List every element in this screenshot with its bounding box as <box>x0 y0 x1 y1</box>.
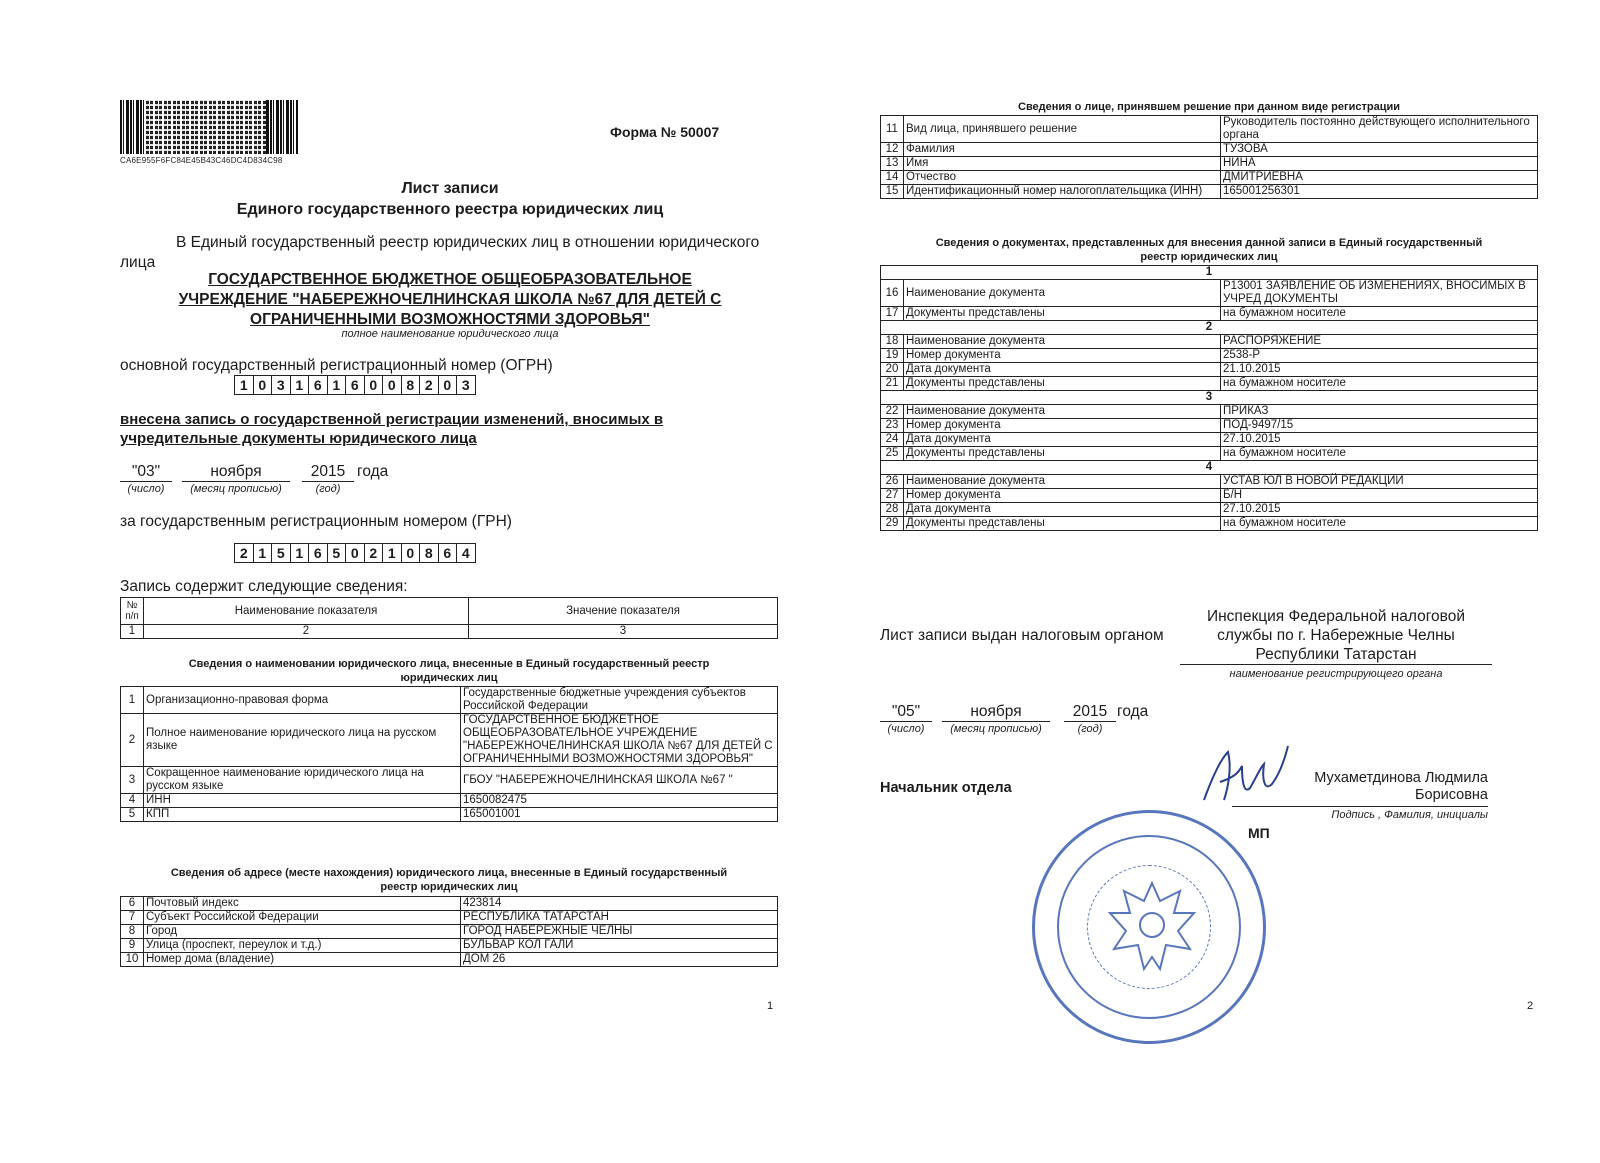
row-label: Полное наименование юридического лица на русском языке <box>144 714 461 767</box>
table-row <box>881 433 1538 447</box>
row-number: 10 <box>121 953 144 967</box>
row-number: 5 <box>121 808 144 822</box>
record-line2: учредительные документы юридического лица <box>120 430 477 447</box>
row-label: Номер документа <box>904 489 1221 503</box>
grn-digit: 1 <box>254 544 273 562</box>
issue-caption-month: (месяц прописью) <box>950 723 1042 735</box>
org-full-name <box>120 270 780 330</box>
row-value: ГБОУ "НАБЕРЕЖНОЧЕЛНИНСКАЯ ШКОЛА №67 " <box>461 767 778 794</box>
ogrn-digit: 2 <box>420 376 439 394</box>
row-value: на бумажном носителе <box>1221 447 1538 461</box>
row-label: Субъект Российской Федерации <box>144 911 461 925</box>
table-row <box>881 307 1538 321</box>
row-value: на бумажном носителе <box>1221 307 1538 321</box>
row-label: Идентификационный номер налогоплательщика (ИНН) <box>904 185 1221 199</box>
row-number: 20 <box>881 363 904 377</box>
row-label: Наименование документа <box>904 475 1221 489</box>
grn-digits <box>234 543 476 563</box>
table-row <box>881 419 1538 433</box>
caption-day: (число) <box>127 483 165 495</box>
issue-caption-year: (год) <box>1077 723 1103 735</box>
address-table <box>120 896 778 967</box>
group-row <box>881 461 1538 475</box>
authority-line2: службы по г. Набережные Челны <box>1217 627 1455 644</box>
hdr-c2: 2 <box>144 625 469 639</box>
row-label: Наименование документа <box>904 335 1221 349</box>
section-address-line1: Сведения об адресе (месте нахождения) юридического лица, внесенные в Единый государственный <box>170 867 728 879</box>
row-number: 3 <box>121 767 144 794</box>
grn-digit: 2 <box>365 544 384 562</box>
hdr-c1: 1 <box>121 625 144 639</box>
section-documents-heading <box>880 236 1538 264</box>
signer-name <box>1232 770 1488 804</box>
table-row <box>121 808 778 822</box>
row-label: Вид лица, принявшего решение <box>904 116 1221 143</box>
group-row <box>881 266 1538 280</box>
row-label: Наименование документа <box>904 405 1221 419</box>
row-value: 27.10.2015 <box>1221 433 1538 447</box>
row-label: ИНН <box>144 794 461 808</box>
table-row <box>881 280 1538 307</box>
table-row <box>121 925 778 939</box>
row-label: Документы представлены <box>904 377 1221 391</box>
grn-digit: 0 <box>346 544 365 562</box>
table-row <box>881 489 1538 503</box>
row-label: Наименование документа <box>904 280 1221 307</box>
row-label: Улица (проспект, переулок и т.д.) <box>144 939 461 953</box>
issue-year-suffix: года <box>1117 703 1149 720</box>
authority-name <box>1180 607 1492 664</box>
ogrn-digit: 0 <box>383 376 402 394</box>
ogrn-label: основной государственный регистрационный номер (ОГРН) <box>120 357 553 374</box>
row-number: 18 <box>881 335 904 349</box>
table-row <box>121 794 778 808</box>
row-number: 26 <box>881 475 904 489</box>
table-row <box>881 363 1538 377</box>
row-number: 4 <box>121 794 144 808</box>
authority-line3: Республики Татарстан <box>1255 646 1417 663</box>
row-number: 15 <box>881 185 904 199</box>
grn-digit: 2 <box>235 544 254 562</box>
section-name-line2: юридических лиц <box>400 672 498 684</box>
row-value: ПОД-9497/15 <box>1221 419 1538 433</box>
section-name-line1: Сведения о наименовании юридического лица, внесенные в Единый государственный реестр <box>188 658 710 670</box>
page-number-2: 2 <box>1527 1000 1534 1012</box>
row-number: 25 <box>881 447 904 461</box>
official-seal <box>1032 810 1266 1044</box>
row-number: 1 <box>121 687 144 714</box>
row-value: 27.10.2015 <box>1221 503 1538 517</box>
name-table <box>120 686 778 822</box>
group-label: 4 <box>881 461 1538 475</box>
grn-digit: 8 <box>420 544 439 562</box>
table-row <box>121 714 778 767</box>
row-label: Документы представлены <box>904 517 1221 531</box>
grn-digit: 4 <box>461 545 470 561</box>
hdr-name: Наименование показателя <box>144 598 469 625</box>
hdr-c3: 3 <box>469 625 778 639</box>
group-label: 2 <box>881 321 1538 335</box>
table-row <box>881 185 1538 199</box>
ogrn-digit: 8 <box>402 376 421 394</box>
grn-digit: 1 <box>383 544 402 562</box>
ogrn-digit: 3 <box>461 377 470 393</box>
org-name-line1: ГОСУДАРСТВЕННОЕ БЮДЖЕТНОЕ ОБЩЕОБРАЗОВАТЕЛЬНОЕ <box>208 271 692 288</box>
row-value: 21.10.2015 <box>1221 363 1538 377</box>
ogrn-digit: 0 <box>254 376 273 394</box>
ogrn-digit: 3 <box>272 376 291 394</box>
row-number: 11 <box>881 116 904 143</box>
barcode-code: CA6E955F6FC84E45B43C46DC4D834C98 <box>120 156 283 165</box>
grn-digit: 0 <box>402 544 421 562</box>
row-number: 14 <box>881 171 904 185</box>
row-number: 27 <box>881 489 904 503</box>
row-number: 16 <box>881 280 904 307</box>
table-row <box>881 143 1538 157</box>
issued-label: Лист записи выдан налоговым органом <box>880 627 1164 644</box>
table-row <box>881 503 1538 517</box>
table-row <box>881 157 1538 171</box>
ogrn-digit: 1 <box>291 376 310 394</box>
signer-line2: Борисовна <box>1415 787 1488 803</box>
row-value: ДМИТРИЕВНА <box>1221 171 1538 185</box>
row-number: 17 <box>881 307 904 321</box>
ogrn-digit: 0 <box>439 376 458 394</box>
grn-digit: 5 <box>328 544 347 562</box>
row-value: РАСПОРЯЖЕНИЕ <box>1221 335 1538 349</box>
row-number: 23 <box>881 419 904 433</box>
row-label: Сокращенное наименование юридического лица на русском языке <box>144 767 461 794</box>
group-label: 1 <box>881 266 1538 280</box>
signature-caption: Подпись , Фамилия, инициалы <box>1331 809 1488 821</box>
section-decision-heading: Сведения о лице, принявшем решение при данном виде регистрации <box>1018 101 1400 113</box>
table-row <box>881 335 1538 349</box>
table-row <box>121 939 778 953</box>
group-row <box>881 391 1538 405</box>
record-year-suffix: года <box>357 463 389 480</box>
position-title: Начальник отдела <box>880 780 1012 796</box>
table-row <box>881 405 1538 419</box>
ogrn-digit: 6 <box>309 376 328 394</box>
row-value: на бумажном носителе <box>1221 377 1538 391</box>
row-label: КПП <box>144 808 461 822</box>
row-value: 423814 <box>461 897 778 911</box>
grn-label: за государственным регистрационным номером (ГРН) <box>120 513 512 530</box>
signer-line1: Мухаметдинова Людмила <box>1314 770 1488 786</box>
row-label: Номер документа <box>904 419 1221 433</box>
section-name-heading <box>120 657 778 685</box>
row-value: 165001256301 <box>1221 185 1538 199</box>
doc-title-line1: Лист записи <box>401 180 499 197</box>
table-row <box>881 349 1538 363</box>
row-label: Документы представлены <box>904 307 1221 321</box>
row-label: Дата документа <box>904 363 1221 377</box>
ogrn-digit: 6 <box>346 376 365 394</box>
ogrn-digit: 0 <box>365 376 384 394</box>
table-row <box>121 897 778 911</box>
row-label: Город <box>144 925 461 939</box>
row-value: УСТАВ ЮЛ В НОВОЙ РЕДАКЦИИ <box>1221 475 1538 489</box>
row-value: Р13001 ЗАЯВЛЕНИЕ ОБ ИЗМЕНЕНИЯХ, ВНОСИМЫХ В УЧРЕД ДОКУМЕНТЫ <box>1221 280 1538 307</box>
row-value: ТУЗОВА <box>1221 143 1538 157</box>
row-number: 29 <box>881 517 904 531</box>
row-number: 24 <box>881 433 904 447</box>
row-number: 22 <box>881 405 904 419</box>
contains-label: Запись содержит следующие сведения: <box>120 578 408 595</box>
issue-day: "05" <box>891 703 921 720</box>
row-value: ГОРОД НАБЕРЕЖНЫЕ ЧЕЛНЫ <box>461 925 778 939</box>
record-day: "03" <box>131 463 161 480</box>
table-row <box>881 377 1538 391</box>
row-label: Организационно-правовая форма <box>144 687 461 714</box>
row-value: на бумажном носителе <box>1221 517 1538 531</box>
row-label: Имя <box>904 157 1221 171</box>
table-row <box>881 116 1538 143</box>
table-row <box>121 767 778 794</box>
row-number: 6 <box>121 897 144 911</box>
caption-month: (месяц прописью) <box>190 483 282 495</box>
row-value: ДОМ 26 <box>461 953 778 967</box>
row-number: 28 <box>881 503 904 517</box>
row-value: БУЛЬВАР КОЛ ГАЛИ <box>461 939 778 953</box>
issue-caption-day: (число) <box>887 723 925 735</box>
row-number: 21 <box>881 377 904 391</box>
grn-digit: 6 <box>439 544 458 562</box>
group-row <box>881 321 1538 335</box>
section-address-heading <box>120 866 778 894</box>
row-label: Фамилия <box>904 143 1221 157</box>
grn-digit: 6 <box>309 544 328 562</box>
table-row <box>121 911 778 925</box>
row-value: 2538-Р <box>1221 349 1538 363</box>
table-row <box>121 687 778 714</box>
caption-year: (год) <box>315 483 341 495</box>
table-row <box>121 953 778 967</box>
authority-caption: наименование регистрирующего органа <box>1229 668 1443 680</box>
header-table <box>120 597 778 639</box>
ogrn-digit: 1 <box>328 376 347 394</box>
row-value: Государственные бюджетные учреждения субъектов Российской Федерации <box>461 687 778 714</box>
row-number: 9 <box>121 939 144 953</box>
org-name-caption: полное наименование юридического лица <box>341 328 559 340</box>
ogrn-digits <box>234 375 476 395</box>
row-value: Руководитель постоянно действующего исполнительного органа <box>1221 116 1538 143</box>
form-number: Форма № 50007 <box>610 124 720 140</box>
page-number-1: 1 <box>767 1000 774 1012</box>
eagle-emblem-icon <box>1102 873 1202 983</box>
row-label: Документы представлены <box>904 447 1221 461</box>
org-name-line2: УЧРЕЖДЕНИЕ "НАБЕРЕЖНОЧЕЛНИНСКАЯ ШКОЛА №67 ДЛЯ ДЕТЕЙ С <box>178 291 722 308</box>
row-label: Почтовый индекс <box>144 897 461 911</box>
row-number: 7 <box>121 911 144 925</box>
ogrn-digit: 1 <box>235 376 254 394</box>
record-month: ноября <box>210 463 262 480</box>
hdr-value: Значение показателя <box>469 598 778 625</box>
org-name-line3: ОГРАНИЧЕННЫМИ ВОЗМОЖНОСТЯМИ ЗДОРОВЬЯ" <box>250 311 650 328</box>
row-value: ПРИКАЗ <box>1221 405 1538 419</box>
grn-digit: 5 <box>272 544 291 562</box>
intro-line2: лица <box>120 254 156 271</box>
row-value: ГОСУДАРСТВЕННОЕ БЮДЖЕТНОЕ ОБЩЕОБРАЗОВАТЕЛЬНОЕ УЧРЕЖДЕНИЕ "НАБЕРЕЖНОЧЕЛНИНСКАЯ ШКОЛА №67 ДЛЯ ДЕТЕЙ С ОГРАНИЧЕННЫМИ ВОЗМОЖНОСТЯМИ ЗДОРОВЬЯ" <box>461 714 778 767</box>
row-number: 19 <box>881 349 904 363</box>
hdr-no: № п/п <box>121 598 144 625</box>
row-number: 13 <box>881 157 904 171</box>
table-row <box>881 447 1538 461</box>
doc-title-line2: Единого государственного реестра юридических лиц <box>236 201 664 218</box>
intro-line1: В Единый государственный реестр юридических лиц в отношении юридического <box>176 234 760 251</box>
row-number: 2 <box>121 714 144 767</box>
issue-year: 2015 <box>1072 703 1108 720</box>
row-label: Дата документа <box>904 503 1221 517</box>
row-value: 1650082475 <box>461 794 778 808</box>
issue-month: ноября <box>970 703 1022 720</box>
section-address-line2: реестр юридических лиц <box>380 881 518 893</box>
section-documents-line1: Сведения о документах, представленных для внесения данной записи в Единый государственный <box>935 237 1483 249</box>
decision-table <box>880 115 1538 199</box>
section-documents-line2: реестр юридических лиц <box>1140 251 1278 263</box>
table-row <box>881 475 1538 489</box>
record-statement <box>120 410 663 448</box>
row-value: РЕСПУБЛИКА ТАТАРСТАН <box>461 911 778 925</box>
grn-digit: 1 <box>291 544 310 562</box>
authority-line1: Инспекция Федеральной налоговой <box>1206 608 1465 625</box>
documents-table <box>880 265 1538 531</box>
mp-label: МП <box>1248 825 1270 841</box>
row-value: НИНА <box>1221 157 1538 171</box>
table-row <box>881 171 1538 185</box>
barcode <box>120 100 298 154</box>
row-label: Отчество <box>904 171 1221 185</box>
row-value: Б/Н <box>1221 489 1538 503</box>
row-label: Номер документа <box>904 349 1221 363</box>
record-year: 2015 <box>310 463 346 480</box>
row-value: 165001001 <box>461 808 778 822</box>
row-number: 8 <box>121 925 144 939</box>
table-row <box>881 517 1538 531</box>
row-label: Номер дома (владение) <box>144 953 461 967</box>
group-label: 3 <box>881 391 1538 405</box>
record-line1: внесена запись о государственной регистрации изменений, вносимых в <box>120 411 664 428</box>
row-number: 12 <box>881 143 904 157</box>
row-label: Дата документа <box>904 433 1221 447</box>
